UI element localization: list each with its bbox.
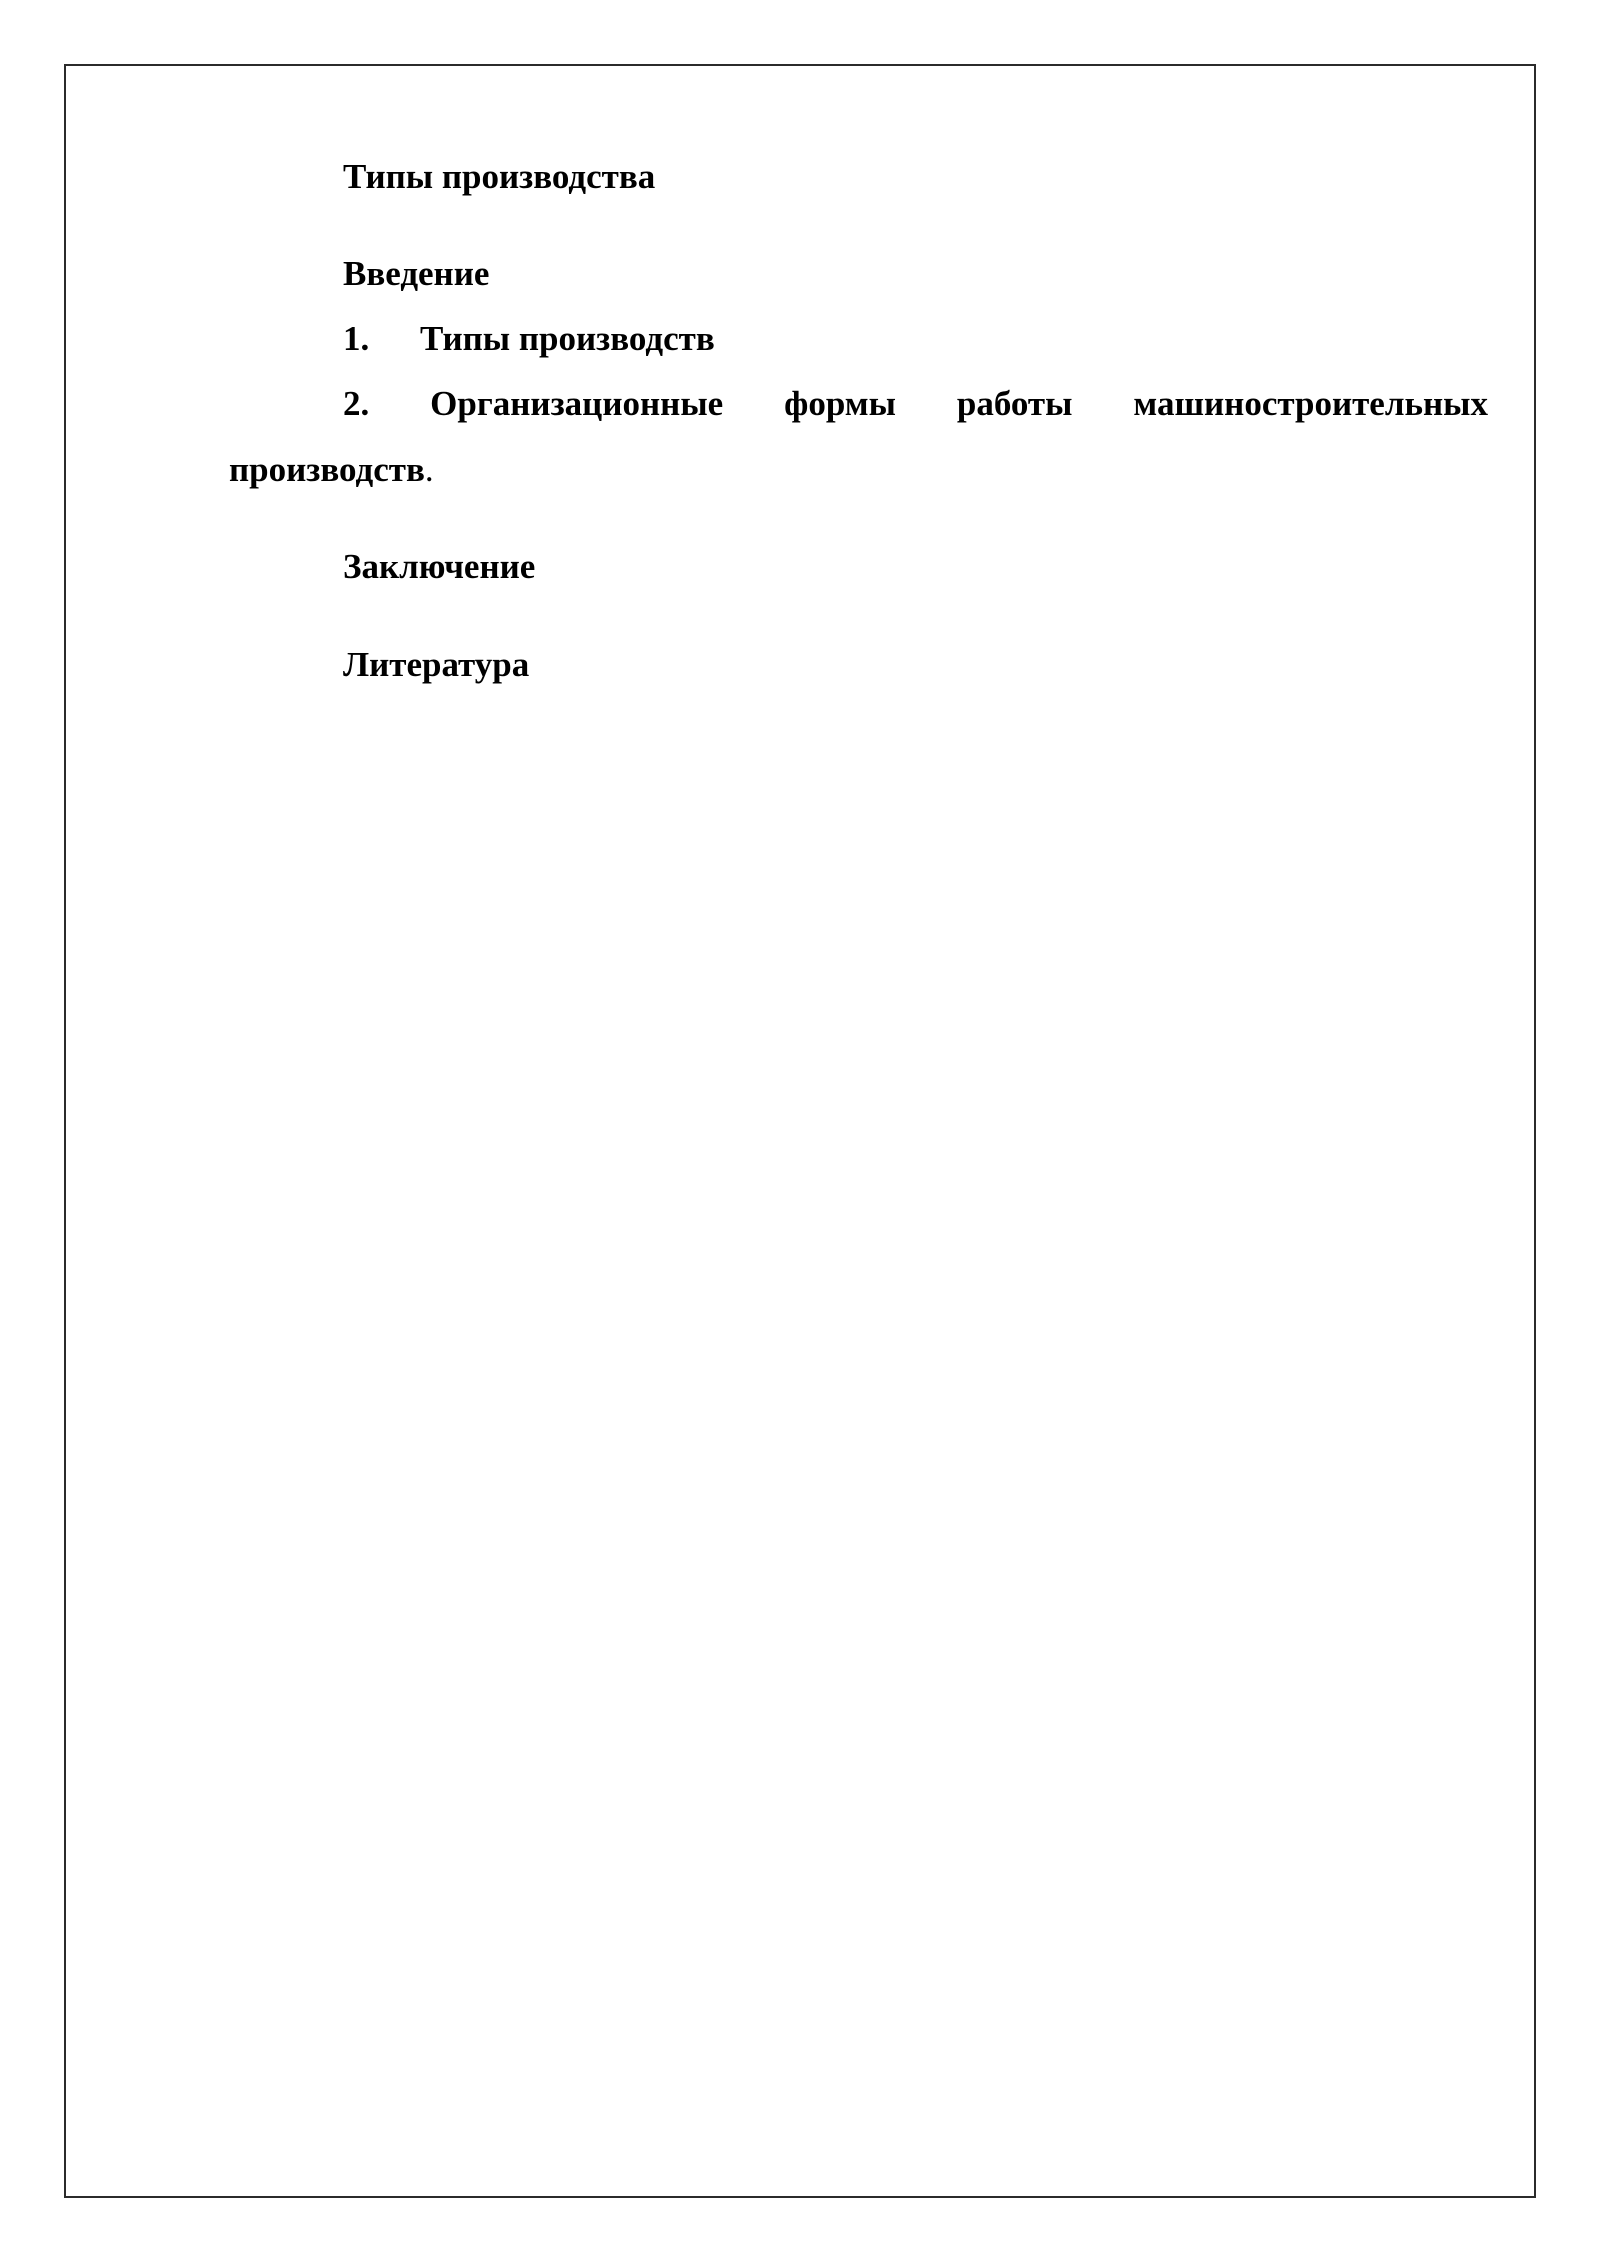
toc-item-2 <box>343 384 1488 424</box>
toc-item-2-word: машиностроительных <box>1133 384 1488 423</box>
toc-item-2-word: Организационные <box>430 384 724 423</box>
toc-item-2-continuation-text: производств <box>229 450 425 489</box>
toc-intro: Введение <box>343 254 490 293</box>
toc-item-1-text: Типы производств <box>420 319 715 358</box>
toc-item-2-continuation <box>229 450 434 490</box>
toc-item-2-word: работы <box>956 384 1073 423</box>
toc-literature: Литература <box>343 645 530 684</box>
toc-item-2-end-punct: . <box>424 450 434 489</box>
document-title: Типы производства <box>343 157 656 196</box>
toc-item-2-number: 2. <box>343 384 370 423</box>
toc-item-1 <box>343 319 715 359</box>
toc-conclusion: Заключение <box>343 547 536 586</box>
toc-item-1-number: 1. <box>343 319 370 358</box>
toc-item-2-word: формы <box>784 384 896 423</box>
